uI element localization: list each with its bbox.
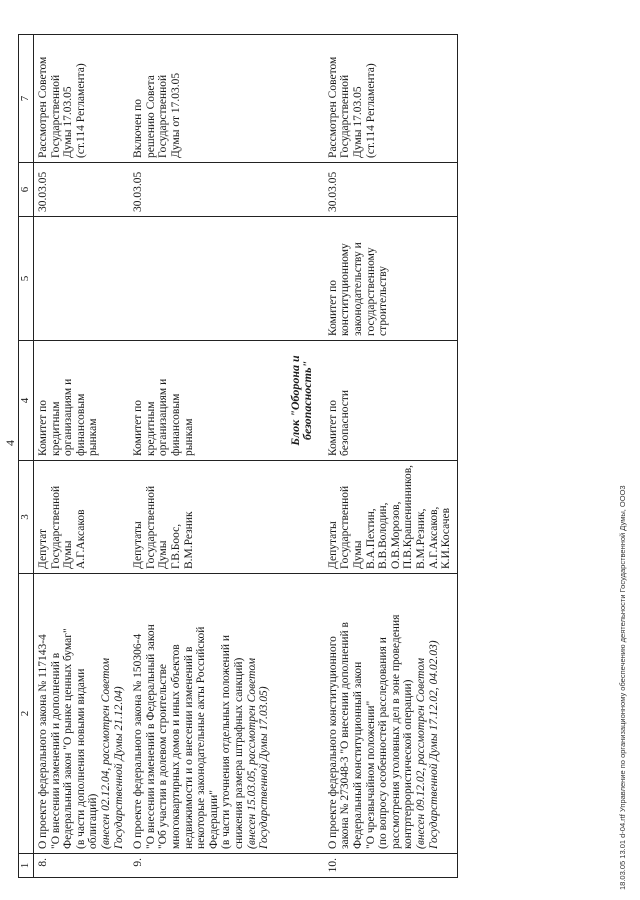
column-header: 4 (19, 340, 34, 460)
text-line: финансовым (169, 393, 182, 456)
text-line: контртеррористической операции) (402, 679, 415, 849)
row-number: 8. (34, 854, 130, 878)
text-line: рассмотрения уголовных дел в зоне проведения (389, 614, 402, 849)
text-line: П.В.Крашенинников, (402, 464, 415, 569)
co-executor-committee (324, 216, 457, 340)
empty-cell (275, 34, 324, 162)
column-header: 5 (19, 216, 34, 340)
text-line: Депутат (37, 529, 49, 569)
text-line: кредитным (144, 401, 157, 456)
text-line: О.В.Морозов, (389, 501, 402, 569)
text-line: А.Г.Аксаков, (427, 506, 440, 569)
text-line: рынкам (182, 418, 195, 456)
co-executor-committee (129, 216, 275, 340)
text-line: безопасности (339, 389, 352, 456)
column-header: 1 (19, 854, 34, 878)
text-line: недвижимости и о внесении изменений в (182, 646, 195, 849)
text-line: конституционному (339, 243, 352, 336)
text-line: "О чрезвычайном положении" (364, 700, 377, 849)
consideration-date: 30.03.05 (324, 162, 457, 216)
text-line: строительству (377, 265, 390, 336)
status-note (129, 34, 275, 162)
text-line: Комитет по (37, 399, 49, 456)
text-line: В.М.Резник (182, 511, 195, 569)
text-line: Думы (157, 540, 170, 569)
text-line: Государственной Думы 17.12.02, 04.02.03) (427, 640, 440, 849)
text-line: кредитным (49, 401, 62, 456)
text-line: Государственной (49, 74, 62, 158)
text-line: О проекте федерального конституционного (326, 636, 339, 849)
table-row (324, 34, 457, 877)
text-line: законодательству и (352, 242, 365, 336)
text-line: (внесен 15.03.05, рассмотрен Советом (245, 657, 258, 849)
block-title-row (275, 34, 324, 877)
row-number: 10. (324, 854, 457, 878)
text-line: многоквартирных домов и иных объектов (169, 644, 182, 849)
project-description (129, 574, 275, 854)
text-line: "О внесении изменений в Федеральный закон (144, 624, 157, 849)
row-number: 9. (129, 854, 275, 878)
text-line: Думы 17.03.05 (62, 86, 75, 158)
text-line: (по вопросу особенностей расследования и (377, 637, 390, 849)
text-line: Включен по (132, 98, 145, 158)
column-header: 2 (19, 574, 34, 854)
text-line: "О внесении изменений и дополнений в (49, 652, 62, 849)
text-line: Государственной Думы 17.03.05) (258, 686, 271, 849)
column-header-row (19, 34, 34, 877)
text-line: облигаций) (87, 793, 100, 849)
text-line: Думы от 17.03.05 (169, 72, 182, 158)
responsible-committee (129, 340, 275, 460)
text-line: (внесен 02.12.04, рассмотрен Советом (99, 657, 112, 849)
table-row (34, 34, 130, 877)
text-line: (ст.114 Регламента) (364, 63, 377, 158)
responsible-committee (324, 340, 457, 460)
text-line: Государственной (49, 485, 62, 569)
text-line: О проекте федерального закона № 150306-4 (132, 633, 145, 849)
text-line: Рассмотрен Советом (37, 56, 49, 158)
text-line: "Об участии в долевом строительстве (157, 664, 170, 849)
column-header: 6 (19, 162, 34, 216)
initiators (324, 460, 457, 573)
text-line: организациям и (157, 378, 170, 456)
text-line: (внесен 09.12.02, рассмотрен Советом (415, 657, 428, 849)
text-line: Государственной (144, 485, 157, 569)
text-line: снижения размера штрафных санкций) (232, 657, 245, 849)
text-line: Депутаты (326, 521, 339, 569)
text-line: государственному (364, 247, 377, 336)
text-line: В.М.Резник, (415, 508, 428, 569)
table-row (129, 34, 275, 877)
text-line: Федеральный закон "О рынке ценных бумаг" (62, 628, 75, 849)
text-line: Депутаты (132, 521, 145, 569)
text-line: рынкам (87, 418, 100, 456)
column-header: 7 (19, 34, 34, 162)
text-line: К.И.Косачев (440, 507, 453, 569)
empty-cell (275, 460, 324, 573)
text-line: решению Совета (144, 75, 157, 158)
text-line: Думы 17.03.05 (352, 86, 365, 158)
text-line: Государственной (157, 74, 170, 158)
status-note (34, 34, 130, 162)
text-line: Рассмотрен Советом (326, 56, 339, 158)
text-line: Думы (62, 540, 75, 569)
text-line: Комитет по (132, 399, 145, 456)
responsible-committee (34, 340, 130, 460)
text-line: Г.В.Боос, (169, 523, 182, 569)
initiators (34, 460, 130, 573)
text-line: Государственной (339, 74, 352, 158)
text-line: (ст.114 Регламента) (74, 63, 87, 158)
page-footer: 18.03.05 13.01 d-04.rtf Управление по организационному обеспечению деятельности Государственной Думы, ООО3 (618, 485, 627, 890)
text-line: Государственной (339, 485, 352, 569)
empty-cell (275, 574, 324, 854)
column-header: 3 (19, 460, 34, 573)
text-line: (в части дополнения новыми видами (74, 668, 87, 849)
text-line: финансовым (74, 393, 87, 456)
project-description (324, 574, 457, 854)
project-description (34, 574, 130, 854)
text-line: Федеральный конституционный закон (352, 661, 365, 849)
co-executor-committee (34, 216, 130, 340)
text-line: В.А.Пехтин, (364, 508, 377, 569)
status-note (324, 34, 457, 162)
text-line: Федерации" (207, 789, 220, 849)
empty-cell (275, 162, 324, 216)
page-number: 4 (3, 440, 17, 446)
text-line: В.В.Володин, (377, 502, 390, 569)
text-line: А.Г.Аксаков (74, 509, 87, 569)
agenda-table (18, 34, 458, 878)
consideration-date: 30.03.05 (129, 162, 275, 216)
consideration-date: 30.03.05 (34, 162, 130, 216)
empty-cell (275, 216, 324, 340)
empty-cell (275, 854, 324, 878)
block-title: Блок "Оборона и безопасность" (275, 340, 324, 460)
text-line: организациям и (62, 378, 75, 456)
text-line: О проекте федерального закона № 117143-4 (37, 634, 49, 849)
text-line: закона № 273048-3 "О внесении дополнений в (339, 622, 352, 849)
text-line: Государственной Думы 21.12.04) (112, 686, 125, 849)
text-line: некоторые законодательные акты Российской (195, 626, 208, 849)
initiators (129, 460, 275, 573)
text-line: Комитет по (326, 279, 339, 336)
text-line: Комитет по (326, 399, 339, 456)
text-line: (в части уточнения отдельных положений и (220, 634, 233, 849)
text-line: Думы (352, 540, 365, 569)
